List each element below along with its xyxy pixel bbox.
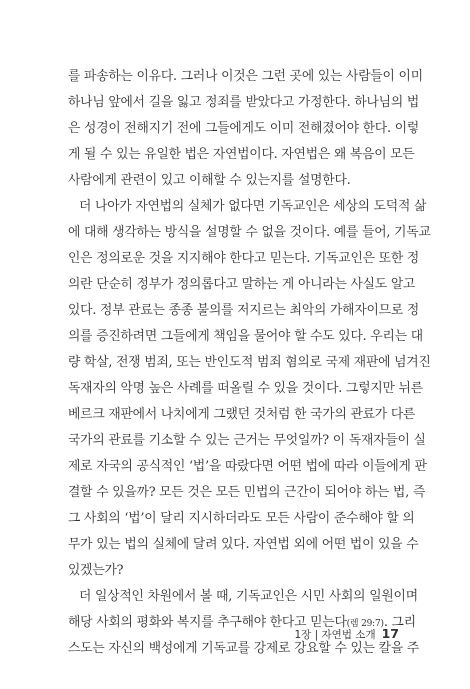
line-text: 인은 정의로운 것을 지지해야 한다고 믿는다. 기독교인은 또한 정 [68, 251, 420, 266]
line-text: 하나님 앞에서 길을 잃고 정죄를 받았다고 가정한다. 하나님의 법 [68, 95, 420, 110]
chapter-title: 1장 | 자연법 소개 [294, 629, 376, 641]
line-text: 더 나아가 자연법의 실체가 없다면 기독교인은 세상의 도덕적 삶 [79, 199, 427, 214]
line-text: 를 파송하는 이유다. 그러나 이것은 그런 곳에 있는 사람들이 이미 [68, 69, 423, 84]
text-line [68, 532, 419, 558]
line-text: 게 될 수 있는 유일한 법은 자연법이다. 자연법은 왜 복음이 모든 [68, 147, 415, 162]
text-line [68, 350, 431, 376]
text-line [68, 142, 415, 168]
running-footer [68, 626, 399, 642]
line-text-tail: . 그리 [383, 615, 416, 630]
text-line [68, 116, 420, 142]
line-text: 무가 있는 법의 실체에 달려 있다. 자연법 외에 어떤 법이 있을 수 [68, 537, 419, 552]
line-text: 독재자의 악명 높은 사례를 떠올릴 수 있을 것이다. 그렇지만 뉘른 [68, 381, 423, 396]
text-line [68, 298, 420, 324]
line-text: 결할 수 있을까? 모든 것은 모든 민법의 근간이 되어야 하는 법, 즉 [68, 485, 426, 500]
line-text: 은 성경이 전해지기 전에 그들에게도 이미 전해졌어야 한다. 이렇 [68, 121, 420, 136]
text-line [68, 428, 426, 454]
text-line [68, 246, 420, 272]
text-line [68, 480, 426, 506]
text-line [68, 402, 416, 428]
line-text: 제로 자국의 공식적인 ‘법’을 따랐다면 어떤 법에 따라 이들에게 판 [68, 459, 427, 474]
line-text: 있겠는가? [68, 563, 124, 578]
line-text: 있다. 정부 관료는 종종 불의를 저지르는 최악의 가해자이므로 정 [68, 303, 420, 318]
text-line [68, 454, 427, 480]
text-line [68, 506, 415, 532]
scripture-reference: (렘 29:7) [346, 619, 384, 629]
line-text: 그 사회의 ‘법’이 달리 지시하더라도 모든 사람이 준수해야 할 의 [68, 511, 415, 526]
line-text: 해당 사회의 평화와 복지를 추구해야 한다고 믿는다 [68, 615, 347, 630]
text-line [68, 90, 420, 116]
page-number: 17 [381, 626, 399, 641]
line-text: 에 대해 생각하는 방식을 설명할 수 없을 것이다. 예를 들어, 기독교 [68, 225, 431, 240]
text-line [68, 64, 423, 90]
text-line [68, 194, 427, 220]
text-line [68, 558, 399, 584]
text-line [68, 376, 423, 402]
line-text: 베르크 재판에서 나치에게 그랬던 것처럼 한 국가의 관료가 다른 [68, 407, 416, 422]
body-text [68, 64, 431, 662]
text-line [68, 168, 399, 194]
text-line [68, 584, 418, 610]
text-line [68, 324, 423, 350]
line-text: 국가의 관료를 기소할 수 있는 근거는 무엇일까? 이 독재자들이 실 [68, 433, 426, 448]
line-text: 사람에게 관련이 있고 이해할 수 있는지를 설명한다. [68, 173, 351, 188]
line-text: 량 학살, 전쟁 범죄, 또는 반인도적 범죄 혐의로 국제 재판에 넘겨진 [68, 355, 431, 370]
line-text: 의를 증진하려면 그들에게 책임을 물어야 할 수도 있다. 우리는 대 [68, 329, 423, 344]
text-line [68, 272, 416, 298]
line-text: 스도는 자신의 백성에게 기독교를 강제로 강요할 수 있는 칼을 주 [68, 641, 420, 656]
line-text: 의란 단순히 정부가 정의롭다고 말하는 게 아니라는 사실도 알고 [68, 277, 416, 292]
text-line [68, 220, 431, 246]
line-text: 더 일상적인 차원에서 볼 때, 기독교인은 시민 사회의 일원이며 [79, 589, 418, 604]
